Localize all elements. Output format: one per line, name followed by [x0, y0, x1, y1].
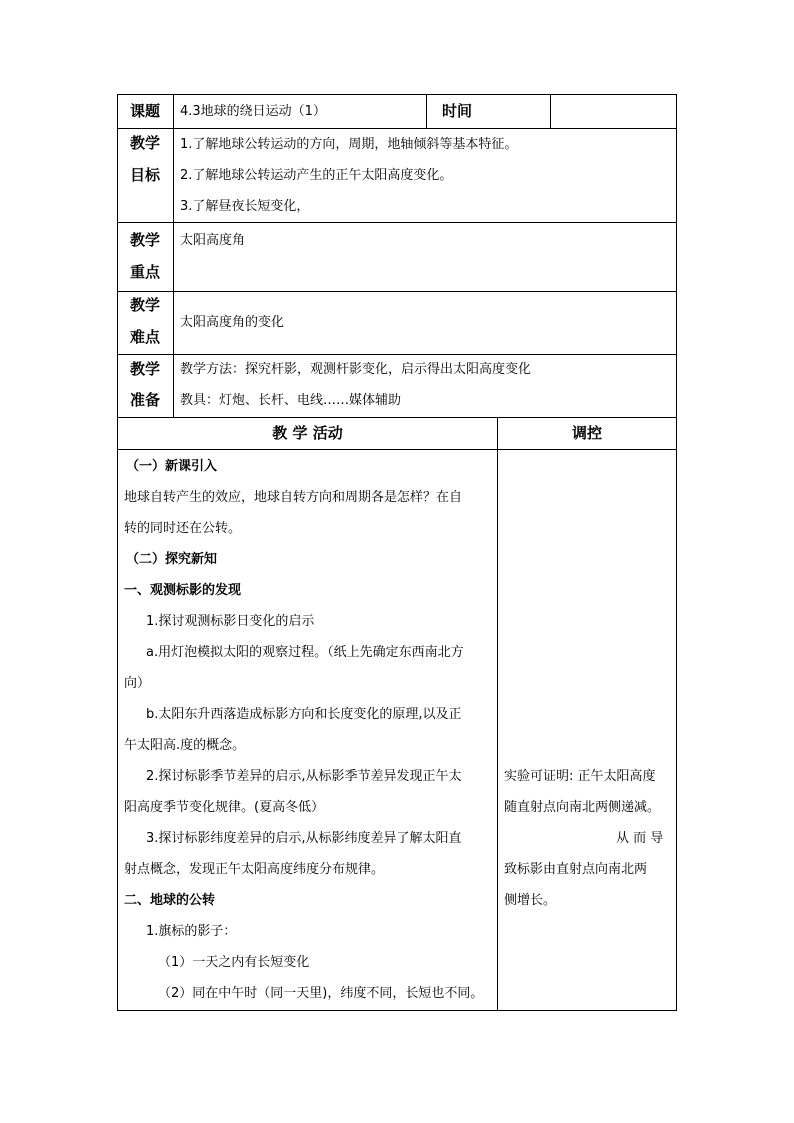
paragraph-line: 午太阳高.度的概念。 [124, 738, 246, 753]
goal-item: 3.了解昼夜长短变化， [180, 199, 310, 214]
paragraph-line: 地球自转产生的效应，地球自转方向和周期各是怎样？在自 [124, 490, 463, 505]
goals-label-2: 目标 [129, 166, 160, 184]
preparation-method: 教学方法：探究杆影，观测杆影变化，启示得出太阳高度变化 [180, 362, 532, 377]
paragraph-line: 射点概念，发现正午太阳高度纬度分布规律。 [124, 862, 385, 877]
row-divider [118, 449, 676, 450]
section-heading: （二）探究新知 [126, 552, 218, 567]
control-header: 调控 [571, 424, 602, 442]
control-note-line: 实验可证明: 正午太阳高度 [504, 769, 656, 784]
goal-item: 2.了解地球公转运动产生的正午太阳高度变化。 [180, 168, 453, 183]
topic-value: 4.3地球的绕日运动（1） [180, 104, 326, 119]
row-divider [118, 222, 676, 223]
control-note-line: 侧增长。 [504, 893, 557, 908]
goal-item: 1.了解地球公转运动的方向，周期，地轴倾斜等基本特征。 [180, 137, 518, 152]
paragraph-line: b.太阳东升西落造成标影方向和长度变化的原理,以及正 [146, 707, 462, 722]
row-divider [118, 291, 676, 292]
section-heading: 一、观测标影的发现 [124, 583, 242, 598]
paragraph-line: （1）一天之内有长短变化 [158, 955, 310, 970]
preparation-label-2: 准备 [129, 391, 160, 409]
section-heading: 二、地球的公转 [124, 893, 216, 908]
topic-label: 课题 [129, 102, 160, 120]
difficulties-text: 太阳高度角的变化 [180, 315, 285, 330]
control-note-line: 随直射点向南北两侧递减。 [504, 800, 661, 815]
preparation-tools: 教具：灯炮、长杆、电线……媒体辅助 [180, 393, 402, 408]
paragraph-line: 阳高度季节变化规律。(夏高冬低） [124, 800, 325, 815]
time-label: 时间 [441, 102, 472, 120]
paragraph-line: 转的同时还在公转。 [124, 521, 242, 536]
paragraph-line: 1.旗标的影子： [146, 924, 237, 939]
paragraph-line: 向） [124, 676, 151, 691]
column-divider [173, 95, 174, 417]
paragraph-line: （2）同在中午时（同一天里)，纬度不同，长短也不同。 [158, 986, 484, 1001]
difficulties-label-1: 教学 [129, 296, 160, 314]
key-points-text: 太阳高度角 [180, 233, 246, 248]
column-divider [497, 417, 498, 1010]
key-points-label-2: 重点 [129, 263, 160, 281]
lesson-plan-table [117, 94, 677, 1011]
section-heading: （一）新课引入 [126, 459, 218, 474]
preparation-label-1: 教学 [129, 360, 160, 378]
paragraph-line: a.用灯泡模拟太阳的观察过程。（纸上先确定东西南北方 [146, 645, 464, 660]
control-note-line: 从 而 导 [616, 831, 664, 846]
paragraph-line: 2.探讨标影季节差异的启示,从标影季节差异发现正午太 [146, 769, 462, 784]
paragraph-line: 1.探讨观测标影日变化的启示 [146, 614, 315, 629]
goals-label-1: 教学 [129, 134, 160, 152]
difficulties-label-2: 难点 [129, 328, 160, 346]
activity-header: 教 学 活动 [272, 424, 343, 442]
key-points-label-1: 教学 [129, 231, 160, 249]
paragraph-line: 3.探讨标影纬度差异的启示,从标影纬度差异了解太阳直 [146, 831, 462, 846]
column-divider [550, 95, 551, 128]
control-note-line: 致标影由直射点向南北两 [504, 862, 648, 877]
